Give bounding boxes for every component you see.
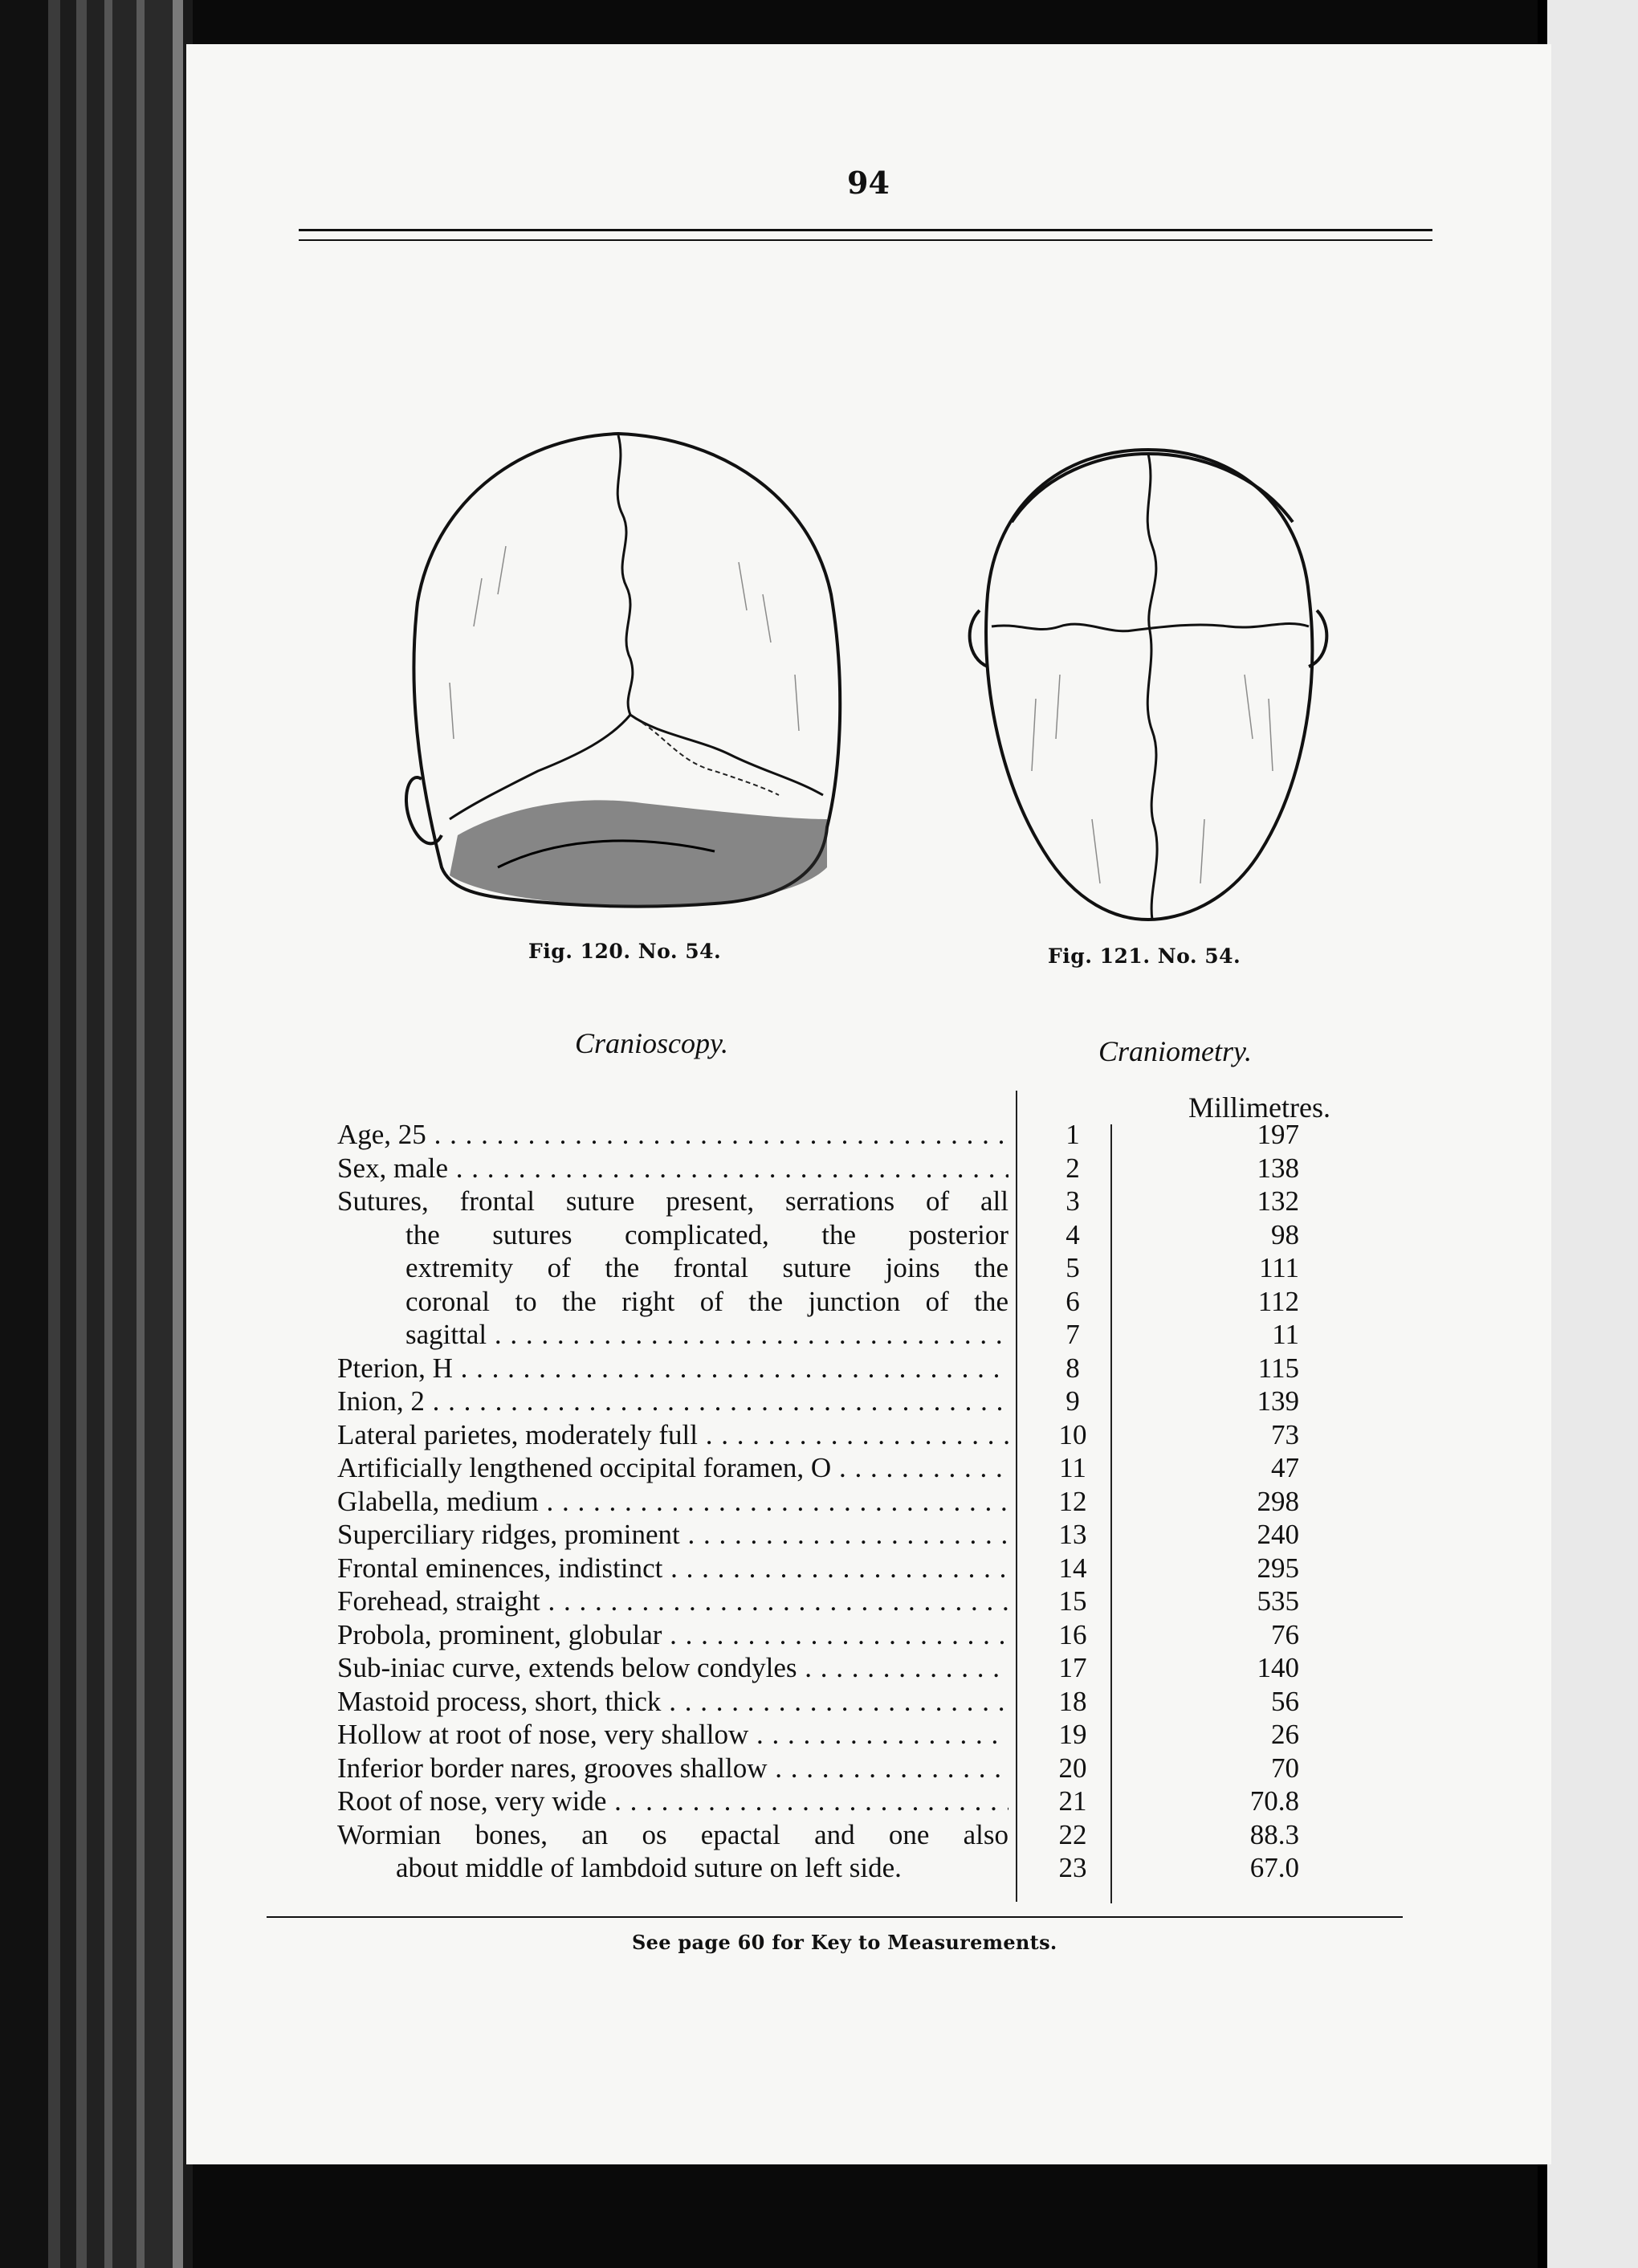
row-number: 14: [1058, 1552, 1087, 1584]
row-value: 138: [1257, 1152, 1299, 1184]
row-number: 1: [1066, 1119, 1080, 1150]
table-row: [0, 1618, 1638, 1652]
units-label: Millimetres.: [1188, 1091, 1330, 1124]
row-number: 19: [1058, 1719, 1087, 1750]
row-number: 13: [1058, 1519, 1087, 1550]
row-description: Lateral parietes, moderately full . . .: [337, 1418, 1008, 1452]
row-description: Wormian bones, an os epactal and one also: [337, 1818, 1008, 1850]
header-rule: [299, 229, 1432, 231]
row-number: 7: [1066, 1319, 1080, 1350]
row-number: 17: [1058, 1652, 1087, 1683]
table-row: [0, 1552, 1638, 1585]
row-value: 112: [1257, 1285, 1299, 1317]
table-row: [0, 1318, 1638, 1352]
row-description: extremity of the frontal suture joins the: [405, 1252, 1008, 1283]
row-number: 2: [1066, 1152, 1080, 1184]
row-description: Frontal eminences, indistinct . . .: [337, 1552, 1008, 1585]
row-description: Glabella, medium . . .: [337, 1485, 1008, 1519]
table-row: [0, 1118, 1638, 1152]
row-number: 20: [1058, 1752, 1087, 1784]
row-description: Pterion, H . . .: [337, 1352, 1008, 1385]
row-value: 67.0: [1249, 1852, 1299, 1883]
row-value: 132: [1257, 1185, 1299, 1217]
row-value: 70.8: [1249, 1785, 1299, 1817]
row-value: 73: [1271, 1418, 1299, 1450]
table-row: [0, 1285, 1638, 1319]
row-number: 16: [1058, 1618, 1087, 1650]
row-number: 3: [1066, 1185, 1080, 1217]
table-row: [0, 1752, 1638, 1785]
section-heading-craniometry: Craniometry.: [1098, 1035, 1253, 1067]
row-description: Mastoid process, short, thick . . .: [337, 1685, 1008, 1719]
row-value: 298: [1257, 1485, 1299, 1517]
row-description: Sex, male . . .: [337, 1152, 1008, 1185]
table-row: [0, 1851, 1638, 1885]
row-number: 5: [1066, 1252, 1080, 1283]
row-description: Sutures, frontal suture present, serrations of all: [337, 1185, 1008, 1217]
row-description: the sutures complicated, the posterior: [405, 1218, 1008, 1250]
row-value: 139: [1257, 1385, 1299, 1417]
row-description: Artificially lengthened occipital foramen, O . . .: [337, 1451, 1008, 1485]
row-number: 9: [1066, 1385, 1080, 1417]
row-number: 18: [1058, 1685, 1087, 1717]
page-number: 94: [847, 165, 890, 201]
table-row: [0, 1685, 1638, 1719]
row-description: Hollow at root of nose, very shallow . . .: [337, 1718, 1008, 1752]
row-value: 115: [1257, 1352, 1299, 1384]
row-value: 140: [1257, 1652, 1299, 1683]
row-description: Root of nose, very wide . . .: [337, 1785, 1008, 1818]
row-value: 70: [1271, 1752, 1299, 1784]
row-value: 535: [1257, 1585, 1299, 1617]
row-value: 111: [1259, 1252, 1299, 1283]
table-row: [0, 1485, 1638, 1519]
table-row: [0, 1518, 1638, 1552]
skull-posterior-illustration: [377, 418, 859, 916]
header-rule-lower: [299, 239, 1432, 241]
section-heading-cranioscopy: Cranioscopy.: [575, 1027, 729, 1059]
row-description: Inion, 2 . . .: [337, 1385, 1008, 1418]
row-value: 76: [1271, 1618, 1299, 1650]
table-row: [0, 1818, 1638, 1852]
row-value: 11: [1272, 1319, 1299, 1350]
row-value: 197: [1257, 1119, 1299, 1150]
row-number: 21: [1058, 1785, 1087, 1817]
row-value: 26: [1271, 1719, 1299, 1750]
footnote: See page 60 for Key to Measurements.: [632, 1931, 1057, 1954]
row-number: 11: [1059, 1452, 1086, 1483]
row-number: 10: [1058, 1418, 1087, 1450]
figure-caption: Fig. 120. No. 54.: [528, 940, 722, 963]
figure-caption: Fig. 121. No. 54.: [1048, 944, 1241, 968]
row-number: 23: [1058, 1852, 1087, 1883]
table-row: [0, 1185, 1638, 1218]
table-row: [0, 1418, 1638, 1452]
footer-rule: [267, 1916, 1403, 1918]
row-number: 6: [1066, 1285, 1080, 1317]
row-value: 88.3: [1249, 1818, 1299, 1850]
row-number: 12: [1058, 1485, 1087, 1517]
row-number: 22: [1058, 1818, 1087, 1850]
row-value: 56: [1271, 1685, 1299, 1717]
table-row: [0, 1585, 1638, 1618]
row-number: 4: [1066, 1218, 1080, 1250]
table-row: [0, 1251, 1638, 1285]
row-number: 8: [1066, 1352, 1080, 1384]
table-row: [0, 1218, 1638, 1252]
table-row: [0, 1785, 1638, 1818]
table-row: [0, 1451, 1638, 1485]
table-row: [0, 1352, 1638, 1385]
row-description: Probola, prominent, globular . . .: [337, 1618, 1008, 1652]
table-row: [0, 1385, 1638, 1418]
table-row: [0, 1651, 1638, 1685]
row-description: Superciliary ridges, prominent . . .: [337, 1518, 1008, 1552]
table-row: [0, 1718, 1638, 1752]
row-description: Forehead, straight . . .: [337, 1585, 1008, 1618]
row-description: Sub-iniac curve, extends below condyles . . .: [337, 1651, 1008, 1685]
row-number: 15: [1058, 1585, 1087, 1617]
row-description: Age, 25 . . .: [337, 1118, 1008, 1152]
row-description: coronal to the right of the junction of the: [405, 1285, 1008, 1317]
row-value: 47: [1271, 1452, 1299, 1483]
row-value: 295: [1257, 1552, 1299, 1584]
row-description: about middle of lambdoid suture on left side.: [396, 1852, 902, 1883]
row-description: Inferior border nares, grooves shallow . . .: [337, 1752, 1008, 1785]
row-description: sagittal . . .: [405, 1318, 1008, 1352]
row-value: 98: [1271, 1218, 1299, 1250]
table-row: [0, 1152, 1638, 1185]
skull-superior-illustration: [964, 434, 1333, 932]
row-value: 240: [1257, 1519, 1299, 1550]
